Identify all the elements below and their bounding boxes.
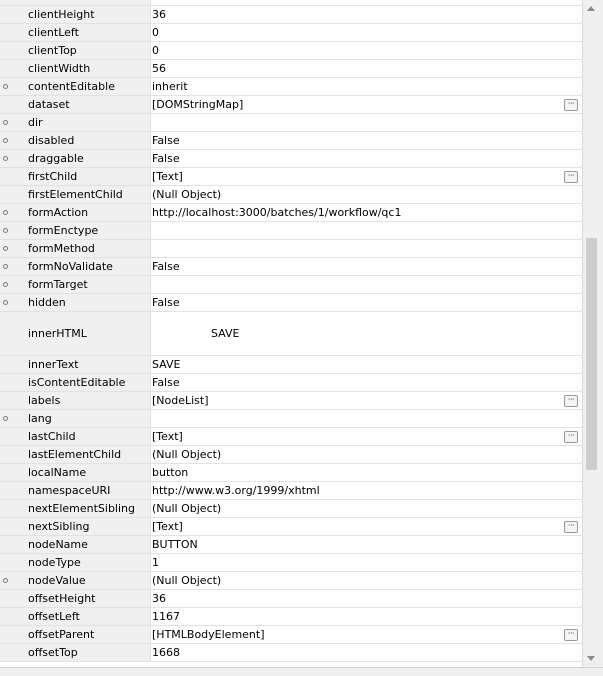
row-gutter (0, 150, 14, 167)
property-name: dir (14, 114, 151, 131)
property-name: clientLeft (14, 24, 151, 41)
property-name: innerHTML (14, 312, 151, 355)
property-value[interactable] (151, 24, 582, 41)
property-value[interactable] (151, 78, 582, 95)
property-row-lang[interactable] (0, 410, 582, 428)
row-gutter (0, 0, 14, 5)
property-value-text: 0 (152, 44, 159, 57)
property-name: clientHeight (14, 6, 151, 23)
row-gutter (0, 312, 14, 355)
property-name: formMethod (14, 240, 151, 257)
property-row-formaction[interactable] (0, 204, 582, 222)
property-value-cell (151, 0, 582, 5)
property-row-offsetheight[interactable] (0, 590, 582, 608)
scroll-up-arrow-icon[interactable] (587, 6, 595, 11)
writable-property-dot-icon (3, 210, 8, 215)
property-value[interactable] (151, 186, 582, 203)
property-row-offsettop[interactable] (0, 644, 582, 662)
writable-property-dot-icon (3, 300, 8, 305)
row-gutter (0, 554, 14, 571)
writable-property-dot-icon (3, 138, 8, 143)
property-row-nextelementsibling[interactable] (0, 500, 582, 518)
property-name: nodeType (14, 554, 151, 571)
row-gutter (0, 428, 14, 445)
property-value[interactable] (151, 168, 582, 185)
property-value-text: http://localhost:3000/batches/1/workflow/qc1 (152, 206, 402, 219)
writable-property-dot-icon (3, 156, 8, 161)
row-gutter (0, 24, 14, 41)
property-row-formmethod[interactable] (0, 240, 582, 258)
row-gutter (0, 132, 14, 149)
property-row-hidden[interactable] (0, 294, 582, 312)
writable-property-dot-icon (3, 264, 8, 269)
property-name: nodeName (14, 536, 151, 553)
property-value-text: False (152, 376, 180, 389)
property-value-text: 1668 (152, 646, 180, 659)
row-gutter (0, 356, 14, 373)
property-row-offsetparent[interactable] (0, 626, 582, 644)
property-name: hidden (14, 294, 151, 311)
scrollbar-thumb[interactable] (586, 238, 597, 470)
property-value[interactable] (151, 518, 582, 535)
property-name: lang (14, 410, 151, 427)
property-value-text: [HTMLBodyElement] (152, 628, 265, 641)
property-value-text: False (152, 260, 180, 273)
property-name: offsetLeft (14, 608, 151, 625)
property-name: formTarget (14, 276, 151, 293)
property-value-text: 1167 (152, 610, 180, 623)
writable-property-dot-icon (3, 416, 8, 421)
row-gutter (0, 60, 14, 77)
row-gutter (0, 590, 14, 607)
property-name: draggable (14, 150, 151, 167)
property-value-text: SAVE (152, 358, 181, 371)
property-row-formtarget[interactable] (0, 276, 582, 294)
property-value[interactable] (151, 554, 582, 571)
property-row-firstchild[interactable] (0, 168, 582, 186)
property-name: clientWidth (14, 60, 151, 77)
property-value-text: False (152, 296, 180, 309)
property-value[interactable] (151, 356, 582, 373)
row-gutter (0, 410, 14, 427)
property-row-formnovalidate[interactable] (0, 258, 582, 276)
property-value-text: [NodeList] (152, 394, 209, 407)
property-value-text: 1 (152, 556, 159, 569)
property-name-cell (14, 0, 151, 5)
row-gutter (0, 222, 14, 239)
row-gutter (0, 374, 14, 391)
property-value[interactable] (151, 240, 582, 257)
property-value-text: (Null Object) (152, 448, 222, 461)
property-row-clienttop[interactable] (0, 42, 582, 60)
property-value[interactable] (151, 482, 582, 499)
property-row-iscontenteditable[interactable] (0, 374, 582, 392)
property-value[interactable] (151, 608, 582, 625)
property-name: nodeValue (14, 572, 151, 589)
property-row-contenteditable[interactable] (0, 78, 582, 96)
property-row-nodename[interactable] (0, 536, 582, 554)
property-row-nextsibling[interactable] (0, 518, 582, 536)
property-name: contentEditable (14, 78, 151, 95)
row-gutter (0, 276, 14, 293)
ellipsis-button[interactable]: ··· (564, 521, 578, 533)
writable-property-dot-icon (3, 246, 8, 251)
property-value[interactable] (151, 428, 582, 445)
property-name: dataset (14, 96, 151, 113)
row-gutter (0, 626, 14, 643)
property-row-lastchild[interactable] (0, 428, 582, 446)
property-row-clientheight[interactable] (0, 6, 582, 24)
property-value[interactable] (151, 572, 582, 589)
property-value-text: 56 (152, 62, 166, 75)
row-gutter (0, 392, 14, 409)
row-gutter (0, 186, 14, 203)
property-value[interactable] (151, 204, 582, 221)
property-name: nextElementSibling (14, 500, 151, 517)
property-value[interactable] (151, 114, 582, 131)
row-gutter (0, 78, 14, 95)
row-gutter (0, 168, 14, 185)
row-gutter (0, 446, 14, 463)
property-row-disabled[interactable] (0, 132, 582, 150)
property-value-text: False (152, 134, 180, 147)
writable-property-dot-icon (3, 228, 8, 233)
property-value[interactable] (151, 590, 582, 607)
property-name: localName (14, 464, 151, 481)
property-row-namespaceuri[interactable] (0, 482, 582, 500)
row-gutter (0, 114, 14, 131)
property-value[interactable] (151, 446, 582, 463)
property-value[interactable] (151, 258, 582, 275)
property-row-nodevalue[interactable] (0, 572, 582, 590)
property-value-text: 0 (152, 26, 159, 39)
writable-property-dot-icon (3, 120, 8, 125)
property-name: labels (14, 392, 151, 409)
property-value[interactable] (151, 132, 582, 149)
property-name: innerText (14, 356, 151, 373)
property-name: isContentEditable (14, 374, 151, 391)
row-gutter (0, 6, 14, 23)
row-gutter (0, 464, 14, 481)
property-row-nodetype[interactable] (0, 554, 582, 572)
property-row-offsetleft[interactable] (0, 608, 582, 626)
property-row-formenctype[interactable] (0, 222, 582, 240)
property-value-text: SAVE (211, 327, 240, 340)
property-row-clientwidth[interactable] (0, 60, 582, 78)
row-gutter (0, 572, 14, 589)
row-gutter (0, 482, 14, 499)
property-name: lastChild (14, 428, 151, 445)
property-value-text: [Text] (152, 170, 183, 183)
property-value[interactable] (151, 410, 582, 427)
property-value[interactable] (151, 42, 582, 59)
property-value[interactable] (151, 644, 582, 661)
row-gutter (0, 500, 14, 517)
property-value-text: [Text] (152, 430, 183, 443)
property-name: formEnctype (14, 222, 151, 239)
property-name: offsetParent (14, 626, 151, 643)
ellipsis-button[interactable]: ··· (564, 99, 578, 111)
property-row-innerhtml[interactable] (0, 312, 582, 356)
property-value-text: (Null Object) (152, 574, 222, 587)
property-name: firstChild (14, 168, 151, 185)
property-name: clientTop (14, 42, 151, 59)
row-gutter (0, 518, 14, 535)
property-value[interactable] (151, 60, 582, 77)
property-value[interactable] (151, 6, 582, 23)
property-name: firstElementChild (14, 186, 151, 203)
property-value-text: False (152, 152, 180, 165)
property-value-text: http://www.w3.org/1999/xhtml (152, 484, 320, 497)
row-gutter (0, 536, 14, 553)
property-value-text: BUTTON (152, 538, 198, 551)
row-gutter (0, 204, 14, 221)
property-value-text: [DOMStringMap] (152, 98, 244, 111)
ellipsis-button[interactable]: ··· (564, 395, 578, 407)
property-value-text: inherit (152, 80, 188, 93)
property-value[interactable] (151, 464, 582, 481)
property-row-draggable[interactable] (0, 150, 582, 168)
property-row-dir[interactable] (0, 114, 582, 132)
property-name: formNoValidate (14, 258, 151, 275)
row-gutter (0, 294, 14, 311)
property-name: namespaceURI (14, 482, 151, 499)
property-value[interactable] (151, 626, 582, 643)
ellipsis-button[interactable]: ··· (564, 629, 578, 641)
scroll-down-arrow-icon[interactable] (587, 656, 595, 661)
ellipsis-button[interactable]: ··· (564, 171, 578, 183)
vertical-scrollbar[interactable] (583, 0, 600, 667)
row-gutter (0, 240, 14, 257)
property-name: disabled (14, 132, 151, 149)
property-value[interactable] (151, 294, 582, 311)
writable-property-dot-icon (3, 578, 8, 583)
property-row-localname[interactable] (0, 464, 582, 482)
property-value[interactable] (151, 96, 582, 113)
property-value[interactable] (151, 374, 582, 391)
property-value[interactable] (151, 150, 582, 167)
row-gutter (0, 42, 14, 59)
property-row-dataset[interactable] (0, 96, 582, 114)
property-value-text: button (152, 466, 189, 479)
property-value-text: [Text] (152, 520, 183, 533)
property-value[interactable] (151, 536, 582, 553)
property-name: formAction (14, 204, 151, 221)
row-gutter (0, 96, 14, 113)
property-value[interactable] (151, 500, 582, 517)
property-value-text: (Null Object) (152, 502, 222, 515)
property-value[interactable] (151, 222, 582, 239)
row-gutter (0, 258, 14, 275)
property-value[interactable] (151, 312, 582, 355)
writable-property-dot-icon (3, 84, 8, 89)
property-row-firstelementchild[interactable] (0, 186, 582, 204)
row-gutter (0, 608, 14, 625)
row-gutter (0, 644, 14, 661)
property-value-text: (Null Object) (152, 188, 222, 201)
writable-property-dot-icon (3, 282, 8, 287)
property-row-clientleft[interactable] (0, 24, 582, 42)
property-value[interactable] (151, 392, 582, 409)
ellipsis-button[interactable]: ··· (564, 431, 578, 443)
property-value[interactable] (151, 276, 582, 293)
property-name: lastElementChild (14, 446, 151, 463)
property-value-text: 36 (152, 8, 166, 21)
property-row-innertext[interactable] (0, 356, 582, 374)
property-name: nextSibling (14, 518, 151, 535)
property-name: offsetHeight (14, 590, 151, 607)
property-name: offsetTop (14, 644, 151, 661)
property-row-labels[interactable] (0, 392, 582, 410)
property-row-lastelementchild[interactable] (0, 446, 582, 464)
property-value-text: 36 (152, 592, 166, 605)
